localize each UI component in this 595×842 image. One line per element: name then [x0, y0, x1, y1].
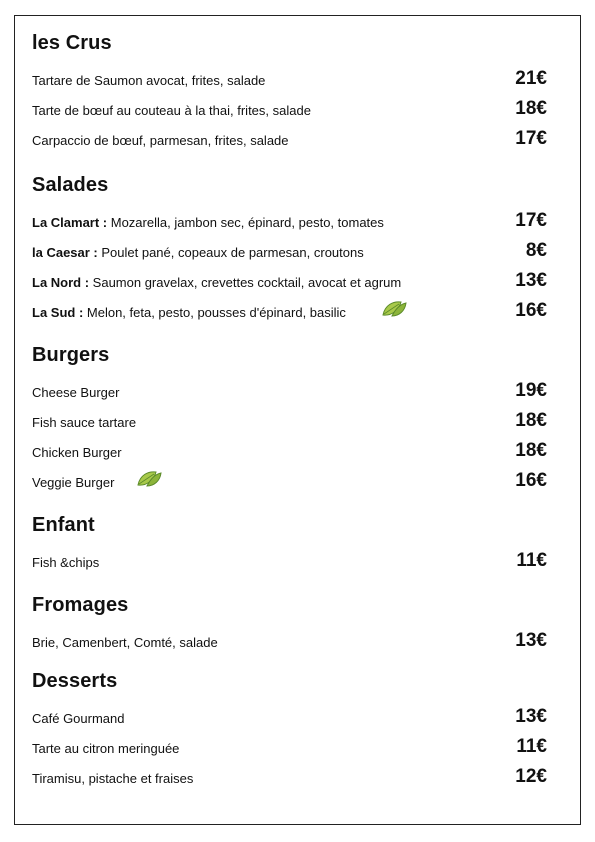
vegetarian-leaf-icon [381, 299, 407, 319]
menu-item-price: 19€ [515, 380, 547, 401]
section-title-enfant: Enfant [32, 514, 95, 536]
menu-item-text: Brie, Camenbert, Comté, salade [32, 635, 218, 650]
menu-item-text: Tartare de Saumon avocat, frites, salade [32, 73, 266, 88]
menu-item-price: 16€ [515, 470, 547, 491]
menu-item-text: Saumon gravelax, crevettes cocktail, avocat et agrum [89, 275, 402, 290]
menu-item-text: Melon, feta, pesto, pousses d'épinard, basilic [83, 305, 346, 320]
menu-item-text: Fish &chips [32, 555, 100, 570]
menu-item-price: 18€ [515, 410, 547, 431]
menu-item-text: Mozarella, jambon sec, épinard, pesto, tomates [107, 215, 384, 230]
menu-item-price: 16€ [515, 300, 547, 321]
menu-item-price: 21€ [515, 68, 547, 89]
menu-item-price: 13€ [515, 706, 547, 727]
menu-item-price: 12€ [515, 766, 547, 787]
menu-item-price: 17€ [515, 210, 547, 231]
menu-item-name: la Caesar : [32, 245, 98, 260]
menu-item-price: 18€ [515, 98, 547, 119]
menu-item-text: Chicken Burger [32, 445, 122, 460]
menu-item-price: 13€ [515, 270, 547, 291]
menu-item-name: La Sud : [32, 305, 84, 320]
menu-item-price: 18€ [515, 440, 547, 461]
menu-item-text: Carpaccio de bœuf, parmesan, frites, salade [32, 133, 289, 148]
menu-item-text: Tiramisu, pistache et fraises [32, 771, 194, 786]
menu-item [32, 305, 346, 321]
menu-item-price: 17€ [515, 128, 547, 149]
menu-item [32, 245, 364, 261]
menu-item [32, 275, 401, 291]
menu-item-text: Fish sauce tartare [32, 415, 137, 430]
menu-item [32, 215, 384, 231]
menu-item-name: La Clamart : [32, 215, 108, 230]
menu-item-price: 11€ [516, 550, 547, 571]
menu-item-text: Cheese Burger [32, 385, 120, 400]
section-title-desserts: Desserts [32, 670, 118, 692]
menu-item-price: 13€ [515, 630, 547, 651]
menu-item-text: Café Gourmand [32, 711, 125, 726]
menu-item-text: Poulet pané, copeaux de parmesan, croutons [97, 245, 364, 260]
section-title-salades: Salades [32, 174, 109, 196]
vegetarian-leaf-icon [136, 469, 162, 489]
menu-item-text: Tarte de bœuf au couteau à la thai, frites, salade [32, 103, 311, 118]
section-title-les-crus: les Crus [32, 32, 112, 54]
menu-item-name: La Nord : [32, 275, 90, 290]
menu-item-price: 8€ [525, 240, 547, 261]
menu-item-price: 11€ [516, 736, 547, 757]
menu-item-text: Veggie Burger [32, 475, 115, 490]
section-title-fromages: Fromages [32, 594, 129, 616]
section-title-burgers: Burgers [32, 344, 110, 366]
menu-item-text: Tarte au citron meringuée [32, 741, 180, 756]
